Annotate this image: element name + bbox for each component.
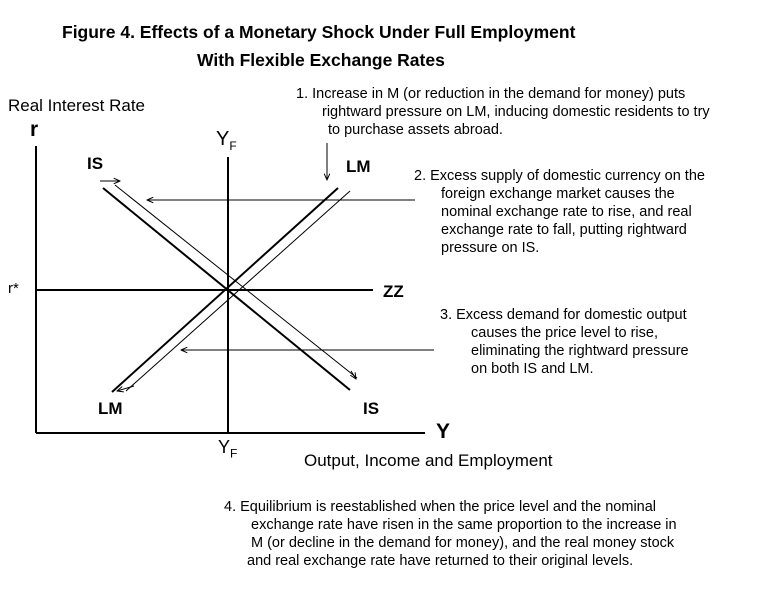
lm-label-top: LM	[346, 157, 371, 176]
note-1	[296, 85, 710, 139]
note-3-line: on both IS and LM.	[471, 361, 594, 377]
lm-label-bottom: LM	[98, 399, 123, 418]
note-3-line: causes the price level to rise,	[471, 325, 658, 341]
note-1-line: to purchase assets abroad.	[328, 122, 503, 138]
note-3-line: eliminating the rightward pressure	[471, 343, 689, 359]
note-2-line: exchange rate to fall, putting rightward	[441, 222, 687, 238]
note-4-line: exchange rate have risen in the same proportion to the increase in	[251, 517, 677, 533]
zz-label: ZZ	[383, 282, 404, 301]
note-3-line: 3. Excess demand for domestic output	[440, 307, 687, 323]
note-2-line: foreign exchange market causes the	[441, 186, 675, 202]
note-2	[414, 167, 705, 257]
x-axis-label: Output, Income and Employment	[304, 451, 553, 470]
is-label-top: IS	[87, 154, 104, 173]
is-shift-arrow-bottom	[351, 371, 356, 379]
is-label-bottom: IS	[363, 399, 380, 418]
note-2-line: 2. Excess supply of domestic currency on the	[414, 168, 705, 184]
note-4-line: 4. Equilibrium is reestablished when the price level and the nominal	[224, 499, 657, 515]
note-2-line: pressure on IS.	[441, 240, 540, 256]
note-4	[224, 498, 677, 570]
note-4-line: and real exchange rate have returned to their original levels.	[247, 553, 634, 569]
yf-label-top: $Y_F$	[216, 128, 237, 153]
note-4-line: M (or decline in the demand for money), and the real money stock	[251, 535, 675, 551]
y-axis-symbol: r	[30, 118, 39, 141]
x-axis-symbol: Y	[436, 420, 451, 443]
figure-title-line2: With Flexible Exchange Rates	[197, 50, 445, 70]
r-star-label: r*	[8, 280, 19, 297]
yf-label-bottom: $Y_F$	[218, 437, 238, 461]
note-3	[440, 306, 689, 378]
note-2-line: nominal exchange rate to rise, and real	[441, 204, 692, 220]
note-1-line: 1. Increase in M (or reduction in the demand for money) puts	[296, 86, 686, 102]
lm-shift-arrow-bottom	[117, 386, 134, 391]
figure-title-line1: Figure 4. Effects of a Monetary Shock Under Full Employment	[62, 22, 576, 42]
is-curve-shifted	[115, 185, 357, 378]
note-1-line: rightward pressure on LM, inducing domestic residents to try	[322, 104, 710, 120]
y-axis-label: Real Interest Rate	[8, 96, 146, 115]
